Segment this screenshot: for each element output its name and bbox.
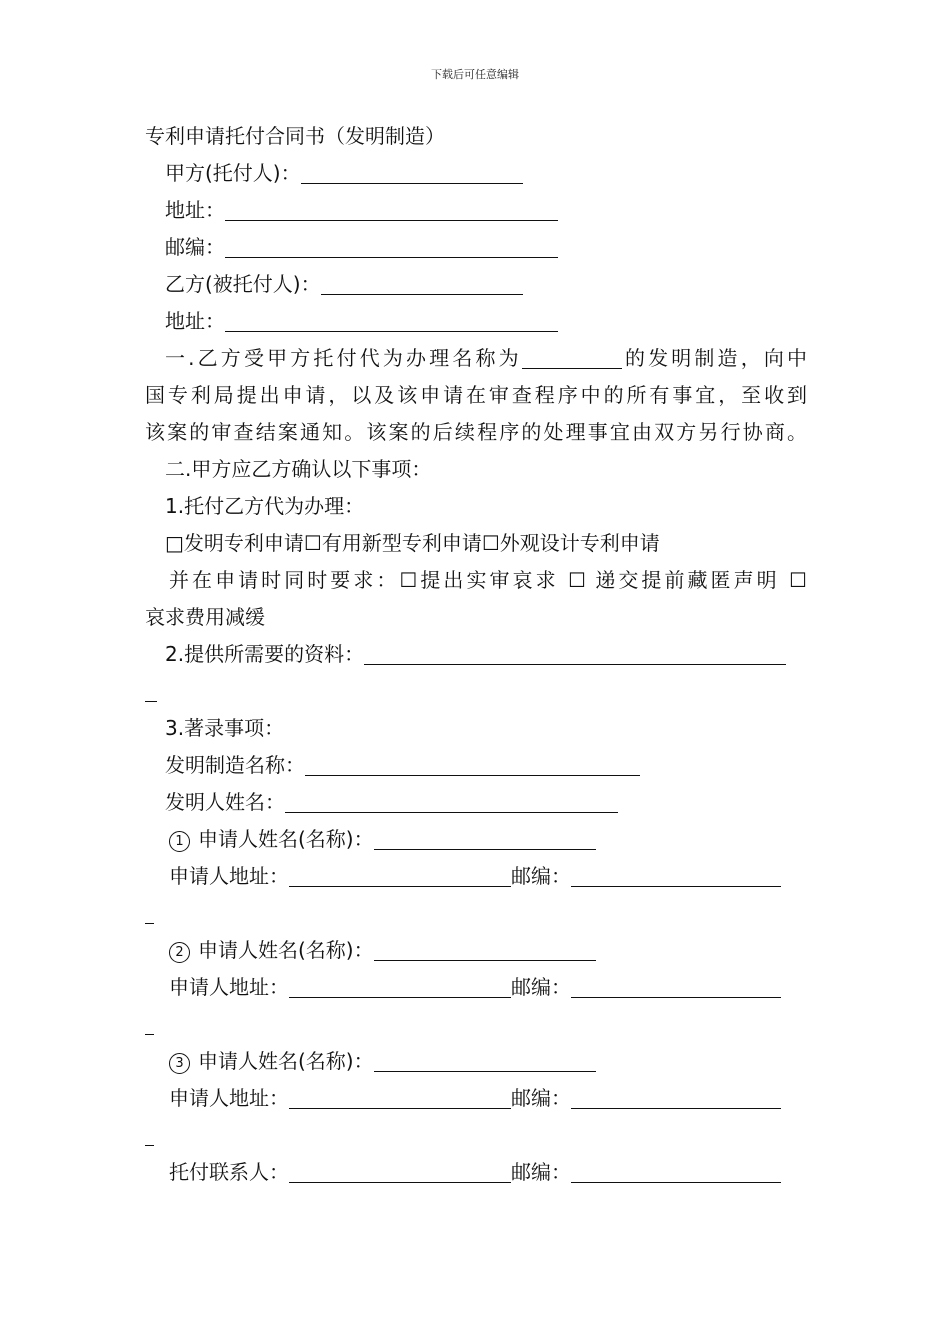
party-a-label: 甲方(托付人)： — [165, 161, 301, 185]
invention-name-label: 发明制造名称： — [165, 753, 305, 777]
postcode-a-label: 邮编： — [165, 235, 225, 259]
clause-1-pre: 一.乙方受甲方托付代为办理名称为 — [165, 346, 522, 370]
clause-1-line-1 — [145, 340, 807, 377]
invention-name-blank[interactable] — [522, 346, 622, 369]
application-type-options[interactable]: □发明专利申请☐有用新型专利申请☐外观设计专利申请 — [165, 531, 660, 555]
applicant-2-name-field[interactable] — [374, 938, 596, 961]
applicant-2-address-field[interactable] — [289, 975, 511, 998]
applicant-2-address-row — [145, 969, 807, 1006]
applicant-3-number: 3 — [169, 1053, 190, 1074]
materials-field-tail — [145, 679, 157, 702]
applicant-1-address-row — [145, 858, 807, 895]
contact-post-field[interactable] — [571, 1160, 781, 1183]
inventor-field[interactable] — [285, 790, 618, 813]
applicant-2-name-label: 申请人姓名(名称)： — [198, 938, 374, 962]
party-a-field[interactable] — [301, 161, 523, 184]
applicant-1-address-label: 申请人地址： — [169, 864, 289, 888]
materials-field[interactable] — [364, 642, 786, 665]
item-2-label: 2.提供所需要的资料： — [165, 642, 365, 666]
address-a-row — [145, 192, 807, 229]
applicant-2-post-field[interactable] — [571, 975, 781, 998]
contract-document — [145, 118, 807, 1191]
item-1: 1.托付乙方代为办理： — [165, 494, 365, 518]
document-title: 专利申请托付合同书（发明制造） — [145, 124, 445, 148]
applicant-2-name-row — [145, 932, 807, 969]
party-b-field[interactable] — [321, 272, 523, 295]
applicant-2-overflow — [145, 1006, 807, 1043]
applicant-3-address-field[interactable] — [289, 1086, 511, 1109]
applicant-1-post-tail — [145, 901, 154, 924]
applicant-1-name-field[interactable] — [374, 827, 596, 850]
applicant-3-overflow — [145, 1117, 807, 1154]
invention-name-field[interactable] — [305, 753, 640, 776]
address-a-label: 地址： — [165, 198, 225, 222]
applicant-2-post-label: 邮编： — [511, 975, 571, 999]
item-3: 3.著录事项： — [165, 716, 285, 740]
inventor-row — [145, 784, 807, 821]
applicant-1-overflow — [145, 895, 807, 932]
applicant-2-number: 2 — [169, 942, 190, 963]
address-b-field[interactable] — [225, 309, 558, 332]
inventor-label: 发明人姓名： — [165, 790, 285, 814]
applicant-1-name-row — [145, 821, 807, 858]
applicant-1-name-label: 申请人姓名(名称)： — [198, 827, 374, 851]
applicant-1-number: 1 — [169, 831, 190, 852]
applicant-3-post-label: 邮编： — [511, 1086, 571, 1110]
clause-2: 二.甲方应乙方确认以下事项： — [165, 457, 432, 481]
applicant-1-post-field[interactable] — [571, 864, 781, 887]
applicant-3-post-field[interactable] — [571, 1086, 781, 1109]
postcode-a-row — [145, 229, 807, 266]
applicant-3-name-row — [145, 1043, 807, 1080]
applicant-3-address-row — [145, 1080, 807, 1117]
contact-label: 托付联系人： — [169, 1160, 289, 1184]
contact-row — [145, 1154, 807, 1191]
party-b-row — [145, 266, 807, 303]
invention-name-row — [145, 747, 807, 784]
applicant-3-post-tail — [145, 1123, 154, 1146]
address-a-field[interactable] — [225, 198, 558, 221]
request-options-line-2: 哀求费用减缓 — [145, 605, 265, 629]
applicant-2-post-tail — [145, 1012, 154, 1035]
address-b-label: 地址： — [165, 309, 225, 333]
clause-1-post: 的发明制造，向中 — [621, 346, 808, 370]
applicant-1-address-field[interactable] — [289, 864, 511, 887]
contact-post-label: 邮编： — [511, 1160, 571, 1184]
contact-field[interactable] — [289, 1160, 511, 1183]
page-header: 下载后可任意编辑 — [431, 68, 519, 81]
applicant-1-post-label: 邮编： — [511, 864, 571, 888]
address-b-row — [145, 303, 807, 340]
postcode-a-field[interactable] — [225, 235, 558, 258]
applicant-3-name-field[interactable] — [374, 1049, 596, 1072]
clause-1-line-2: 国专利局提出申请，以及该申请在审查程序中的所有事宜，至收到 — [145, 383, 807, 407]
applicant-3-address-label: 申请人地址： — [169, 1086, 289, 1110]
applicant-3-name-label: 申请人姓名(名称)： — [198, 1049, 374, 1073]
item-2-row — [145, 636, 807, 673]
clause-1-line-3: 该案的审查结案通知。该案的后续程序的处理事宜由双方另行协商。 — [145, 420, 807, 444]
request-options-line-1[interactable]: 并在申请时同时要求：☐提出实审哀求 ☐ 递交提前藏匿声明 ☐ — [169, 568, 807, 592]
item-2-overflow — [145, 673, 807, 710]
party-a-row — [145, 155, 807, 192]
applicant-2-address-label: 申请人地址： — [169, 975, 289, 999]
party-b-label: 乙方(被托付人)： — [165, 272, 321, 296]
